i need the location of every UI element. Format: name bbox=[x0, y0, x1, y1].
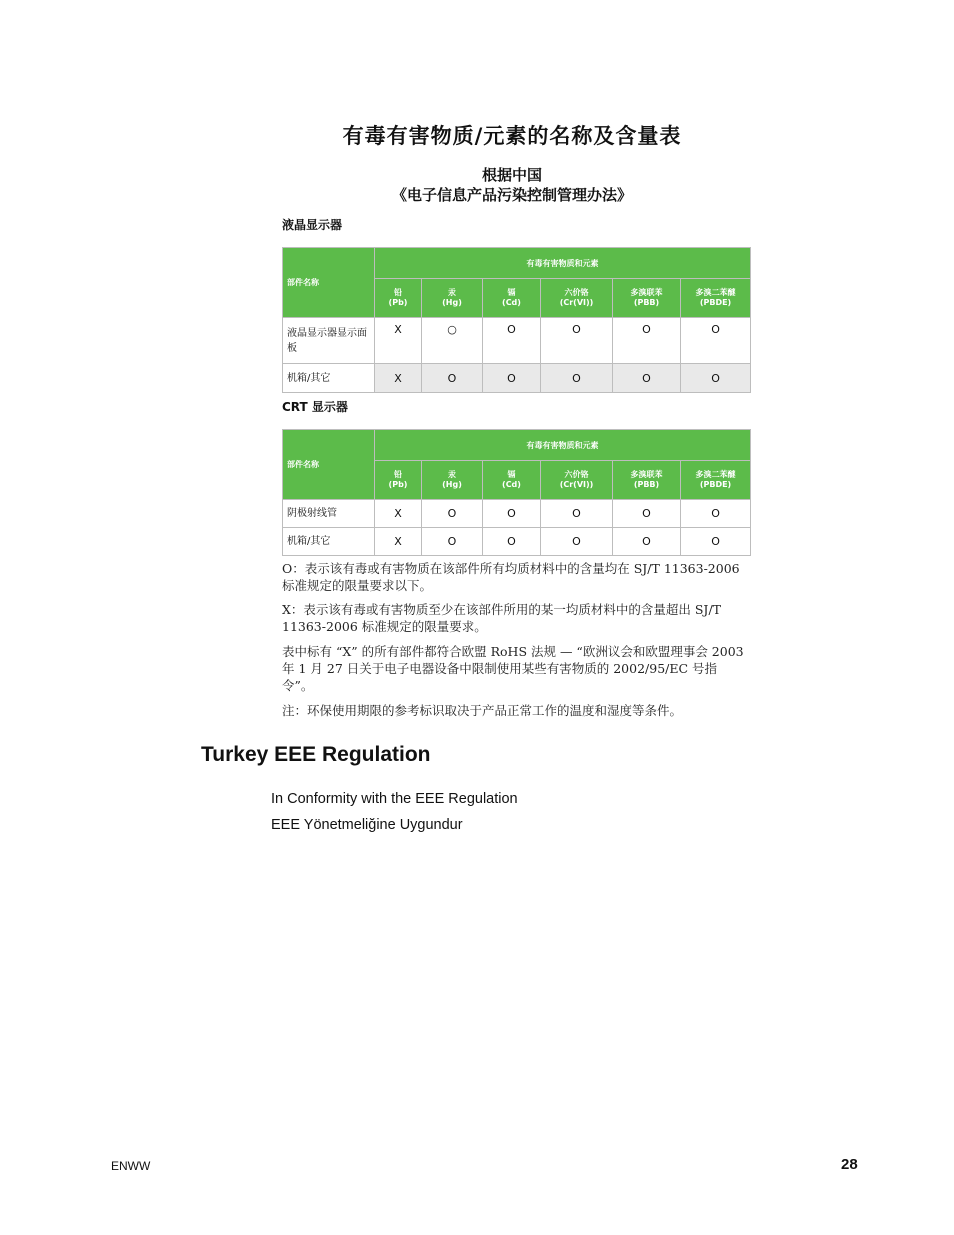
note-x: X：表示该有毒或有害物质至少在该部件所用的某一均质材料中的含量超出 SJ/T 11363-2006 标准规定的限量要求。 bbox=[282, 602, 721, 634]
value-cell: O bbox=[613, 528, 681, 556]
footer-label: ENWW bbox=[111, 1159, 151, 1173]
note-o: O：表示该有毒或有害物质在该部件所有均质材料中的含量均在 SJ/T 11363-2006 标准规定的限量要求以下。 bbox=[282, 561, 740, 593]
value-cell: O bbox=[541, 528, 613, 556]
column-header: 汞 (Hg) bbox=[422, 279, 483, 318]
column-header: 多溴二苯醚 (PBDE) bbox=[681, 461, 751, 500]
value-cell: O bbox=[681, 500, 751, 528]
value-cell: O bbox=[613, 318, 681, 364]
table-label-lcd: 液晶显示器 bbox=[282, 218, 343, 232]
value-cell: O bbox=[681, 364, 751, 393]
column-header: 汞 (Hg) bbox=[422, 461, 483, 500]
value-cell: O bbox=[613, 500, 681, 528]
value-cell: O bbox=[681, 528, 751, 556]
value-cell: O bbox=[541, 500, 613, 528]
value-cell: O bbox=[483, 528, 541, 556]
group-header: 有毒有害物质和元素 bbox=[375, 430, 751, 461]
value-cell: X bbox=[375, 528, 422, 556]
value-cell: O bbox=[483, 500, 541, 528]
part-name: 阴极射线管 bbox=[283, 500, 375, 528]
table-row bbox=[283, 500, 751, 528]
value-cell: O bbox=[541, 318, 613, 364]
part-header: 部件名称 bbox=[283, 248, 375, 318]
table-row bbox=[283, 364, 751, 393]
figure-title: 有毒有害物质/元素的名称及含量表 bbox=[342, 124, 682, 148]
value-cell: O bbox=[422, 528, 483, 556]
part-header: 部件名称 bbox=[283, 430, 375, 500]
part-name: 液晶显示器显示面板 bbox=[283, 318, 375, 364]
conformity-text-en: In Conformity with the EEE Regulation bbox=[271, 791, 518, 807]
column-header: 多溴二苯醚 (PBDE) bbox=[681, 279, 751, 318]
column-header: 多溴联苯 (PBB) bbox=[613, 461, 681, 500]
value-cell: O bbox=[422, 500, 483, 528]
hazard-table-lcd bbox=[282, 247, 751, 393]
note-efup: 注：环保使用期限的参考标识取决于产品正常工作的温度和湿度等条件。 bbox=[282, 703, 683, 718]
value-cell: O bbox=[681, 318, 751, 364]
column-header: 铅 (Pb) bbox=[375, 461, 422, 500]
figure-subtitle-1: 根据中国 bbox=[481, 166, 542, 184]
section-heading: Turkey EEE Regulation bbox=[201, 743, 431, 766]
column-header: 镉 (Cd) bbox=[483, 279, 541, 318]
column-header: 六价铬 (Cr(VI)) bbox=[541, 279, 613, 318]
table-row bbox=[283, 528, 751, 556]
column-header: 多溴联苯 (PBB) bbox=[613, 279, 681, 318]
hazard-table-crt bbox=[282, 429, 751, 556]
note-rohs: 表中标有 “X” 的所有部件都符合欧盟 RoHS 法规 — “欧洲议会和欧盟理事会 2003 年 1 月 27 日关于电子电器设备中限制使用某些有害物质的 2002/95/EC 号指令”。 bbox=[282, 644, 744, 693]
value-cell: O bbox=[483, 364, 541, 393]
part-name: 机箱/其它 bbox=[283, 364, 375, 393]
conformity-text-tr: EEE Yönetmeliğine Uygundur bbox=[271, 817, 463, 833]
value-cell: O bbox=[613, 364, 681, 393]
part-name: 机箱/其它 bbox=[283, 528, 375, 556]
column-header: 六价铬 (Cr(VI)) bbox=[541, 461, 613, 500]
value-cell: X bbox=[375, 500, 422, 528]
value-cell: X bbox=[375, 364, 422, 393]
value-cell: O bbox=[422, 364, 483, 393]
page-number: 28 bbox=[841, 1156, 858, 1173]
group-header: 有毒有害物质和元素 bbox=[375, 248, 751, 279]
value-cell: ○ bbox=[422, 318, 483, 364]
figure-subtitle-2: 《电子信息产品污染控制管理办法》 bbox=[391, 186, 632, 204]
value-cell: X bbox=[375, 318, 422, 364]
value-cell: O bbox=[483, 318, 541, 364]
column-header: 铅 (Pb) bbox=[375, 279, 422, 318]
value-cell: O bbox=[541, 364, 613, 393]
column-header: 镉 (Cd) bbox=[483, 461, 541, 500]
table-label-crt: CRT 显示器 bbox=[282, 400, 348, 414]
table-row bbox=[283, 318, 751, 364]
